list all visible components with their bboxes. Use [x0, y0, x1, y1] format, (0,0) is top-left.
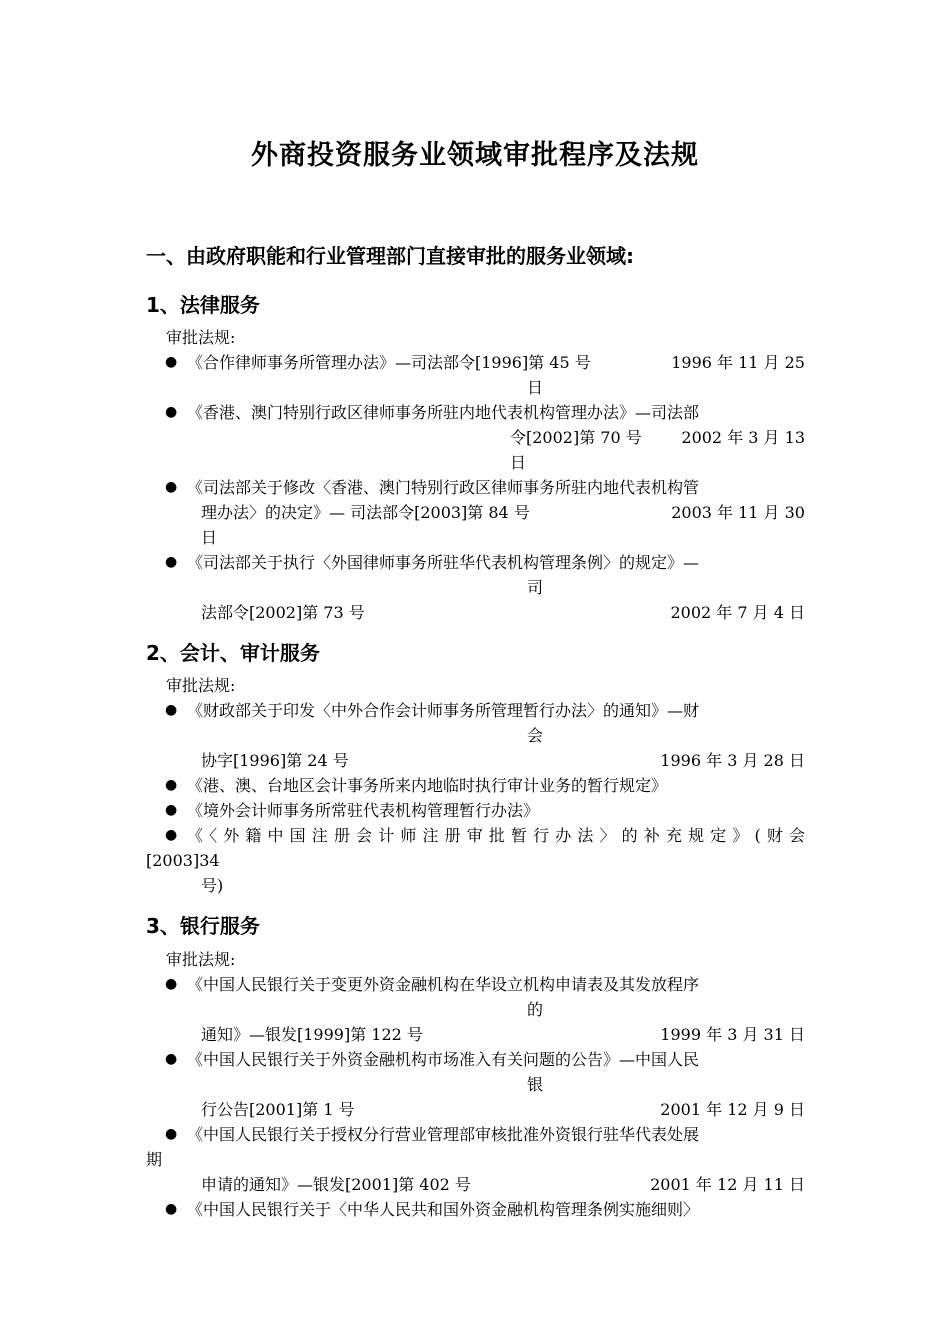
approval-regulations-label: 审批法规: [166, 328, 236, 347]
regulation-item: ● 《境外会计师事务所常驻代表机构管理暂行办法》 [165, 798, 805, 823]
section-heading-accounting: 2、会计、审计服务 [146, 641, 320, 665]
bullet-icon: ● [165, 479, 178, 495]
regulation-item: ● 《〈外籍中国注册会计师注册审批暂行办法〉的补充规定》(财会 [2003]34 号) [165, 823, 805, 898]
bullet-icon: ● [165, 1126, 178, 1142]
section-heading-banking: 3、银行服务 [146, 914, 260, 938]
bullet-icon: ● [165, 1201, 178, 1217]
regulation-item: ● 《合作律师事务所管理办法》—司法部令[1996]第 45 号 1996 年 11 月 25 日 [165, 350, 805, 400]
regulation-item: ● 《香港、澳门特别行政区律师事务所驻内地代表机构管理办法》—司法部 令[2002]第 70 号 2002 年 3 月 13 日 [165, 400, 805, 475]
regulation-item: ● 《中国人民银行关于〈中华人民共和国外资金融机构管理条例实施细则〉 [165, 1197, 805, 1222]
section-heading-legal: 1、法律服务 [146, 293, 260, 317]
approval-regulations-label: 审批法规: [166, 676, 236, 695]
bullet-icon: ● [165, 777, 178, 793]
bullet-icon: ● [165, 554, 178, 570]
bullet-icon: ● [165, 1051, 178, 1067]
regulation-item: ● 《司法部关于修改〈香港、澳门特别行政区律师事务所驻内地代表机构管 理办法〉的决定》— 司法部令[2003]第 84 号 2003 年 11 月 30 日 [165, 475, 805, 550]
bullet-icon: ● [165, 976, 178, 992]
regulation-item: ● 《中国人民银行关于外资金融机构市场准入有关问题的公告》—中国人民 银 行公告[2001]第 1 号 2001 年 12 月 9 日 [165, 1047, 805, 1122]
regulation-item: ● 《港、澳、台地区会计事务所来内地临时执行审计业务的暂行规定》 [165, 773, 805, 798]
regulation-item: ● 《中国人民银行关于变更外资金融机构在华设立机构申请表及其发放程序 的 通知》—银发[1999]第 122 号 1999 年 3 月 31 日 [165, 972, 805, 1047]
bullet-icon: ● [165, 827, 178, 843]
part-heading: 一、由政府职能和行业管理部门直接审批的服务业领域: [146, 244, 634, 268]
bullet-icon: ● [165, 354, 178, 370]
bullet-icon: ● [165, 802, 178, 818]
regulation-item: ● 《中国人民银行关于授权分行营业管理部审核批准外资银行驻华代表处展 期 申请的通知》—银发[2001]第 402 号 2001 年 12 月 11 日 [165, 1122, 805, 1197]
approval-regulations-label: 审批法规: [166, 950, 236, 969]
regulation-item: ● 《司法部关于执行〈外国律师事务所驻华代表机构管理条例〉的规定》— 司 法部令[2002]第 73 号 2002 年 7 月 4 日 [165, 550, 805, 625]
bullet-icon: ● [165, 702, 178, 718]
document-title: 外商投资服务业领域审批程序及法规 [251, 140, 699, 171]
bullet-icon: ● [165, 404, 178, 420]
regulation-item: ● 《财政部关于印发〈中外合作会计师事务所管理暂行办法〉的通知》—财 会 协字[1996]第 24 号 1996 年 3 月 28 日 [165, 698, 805, 773]
